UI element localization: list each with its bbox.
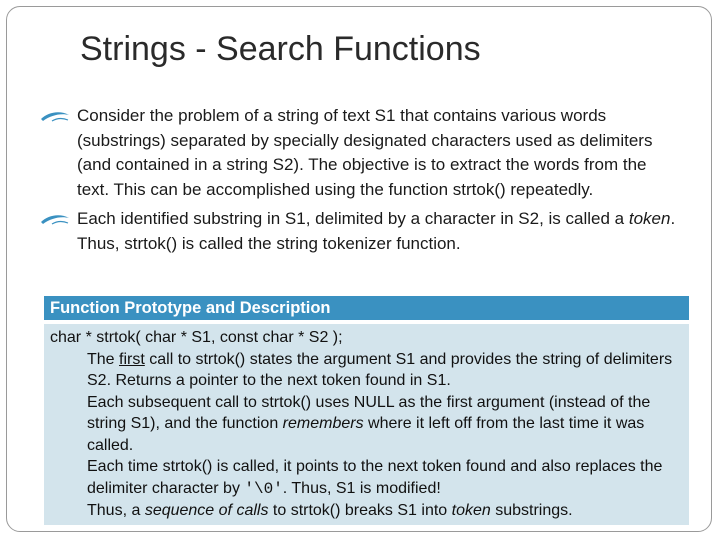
description-paragraph	[50, 349, 679, 392]
description-paragraph	[50, 392, 679, 457]
text-span: call to strtok() states the argument S1 and provides the string of delimiters S2. Returns a pointer to the next token found in S1.	[87, 350, 673, 389]
text-span: Thus, a	[87, 502, 145, 519]
bullet-text-emphasis: token	[628, 209, 671, 228]
text-span: Each subsequent call to strtok() uses NULL as the first argument (instead of the string S1), and the function	[87, 393, 651, 432]
bullet-text-pre: Each identified substring in S1, delimited by a character in S2, is called a	[77, 209, 629, 228]
description-paragraph	[50, 500, 679, 522]
emphasis-text: token	[451, 502, 491, 519]
underlined-text: first	[119, 350, 145, 368]
bullet-text: Consider the problem of a string of text S1 that contains various words (substrings) separated by specially designated characters used as delimiters (and contained in a string S2). The objective is to extract the words from the text. This can be accomplished using the function strtok() repeatedly.	[77, 106, 653, 199]
box-body	[44, 324, 689, 525]
text-span: to strtok() breaks S1 into	[268, 502, 452, 519]
code-text: '\0'	[244, 479, 283, 498]
bullet-text-post: . Thus, strtok() is called the string tokenizer function.	[77, 209, 676, 253]
bullet-item	[40, 207, 680, 256]
bullet-list	[40, 104, 680, 261]
text-span: where it left off from the last time it was called.	[87, 415, 645, 454]
description-paragraph	[50, 456, 679, 500]
emphasis-text: remembers	[282, 415, 364, 432]
bullet-swoosh-icon	[40, 213, 74, 227]
emphasis-text: sequence of calls	[144, 502, 269, 519]
slide-title: Strings - Search Functions	[80, 30, 481, 68]
text-span: substrings.	[490, 502, 573, 519]
text-span: The	[87, 350, 120, 368]
text-span: . Thus, S1 is modified!	[282, 479, 441, 497]
text-span: Each time strtok() is called, it points to the next token found and also replaces the delimiter character by	[87, 458, 663, 497]
bullet-item	[40, 104, 680, 202]
prototype-line: char * strtok( char * S1, const char * S2 );	[50, 329, 343, 346]
function-prototype-box	[44, 296, 689, 525]
bullet-swoosh-icon	[40, 110, 74, 124]
box-header: Function Prototype and Description	[44, 296, 689, 324]
